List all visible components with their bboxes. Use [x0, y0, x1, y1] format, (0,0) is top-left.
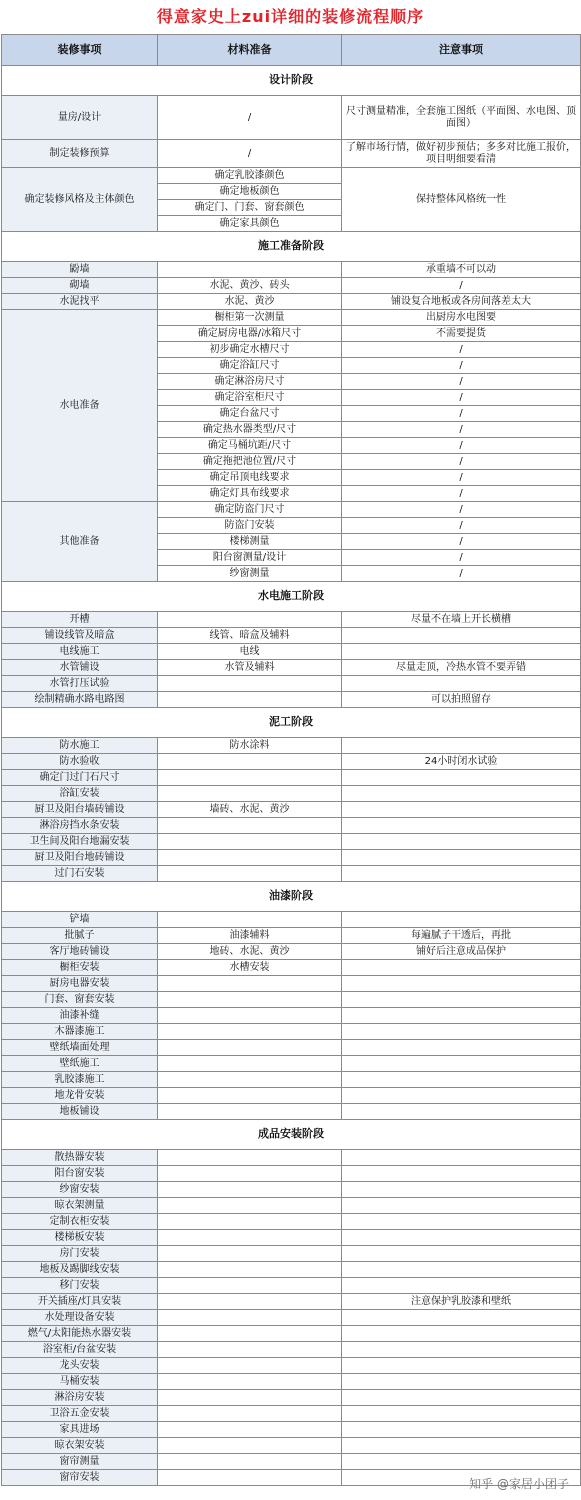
- materials-cell: [158, 866, 342, 882]
- materials-cell: 水泥、黄沙、砖头: [158, 278, 342, 294]
- notes-cell: [342, 738, 581, 754]
- materials-cell: [158, 1406, 342, 1422]
- notes-cell: [342, 770, 581, 786]
- materials-cell: [158, 1422, 342, 1438]
- item-cell: 绘制精确水路电路图: [2, 692, 158, 708]
- materials-cell: [158, 818, 342, 834]
- table-row: [2, 1214, 581, 1230]
- item-cell: 水电准备: [2, 310, 158, 502]
- notes-cell: [342, 834, 581, 850]
- item-cell: 量房/设计: [2, 96, 158, 140]
- item-cell: 厨房电器安装: [2, 976, 158, 992]
- notes-cell: 尽量不在墙上开长横槽: [342, 612, 581, 628]
- notes-cell: /: [342, 438, 581, 454]
- materials-cell: [158, 992, 342, 1008]
- materials-cell: [158, 834, 342, 850]
- notes-cell: [342, 1262, 581, 1278]
- item-cell: 地板铺设: [2, 1104, 158, 1120]
- table-row: [2, 140, 581, 168]
- table-row: [2, 692, 581, 708]
- table-row: [2, 1088, 581, 1104]
- table-row: [2, 262, 581, 278]
- table-row: [2, 928, 581, 944]
- materials-cell: /: [158, 96, 342, 140]
- materials-cell: 橱柜第一次测量: [158, 310, 342, 326]
- section-row: [2, 232, 581, 262]
- notes-cell: /: [342, 502, 581, 518]
- notes-cell: 铺好后注意成品保护: [342, 944, 581, 960]
- materials-cell: [158, 1182, 342, 1198]
- materials-cell: 确定门、门套、窗套颜色: [158, 200, 342, 216]
- notes-cell: 不需要提货: [342, 326, 581, 342]
- materials-cell: 确定厨房电器/冰箱尺寸: [158, 326, 342, 342]
- notes-cell: [342, 866, 581, 882]
- item-cell: 橱柜安装: [2, 960, 158, 976]
- table-row: [2, 1150, 581, 1166]
- materials-cell: 确定浴室柜尺寸: [158, 390, 342, 406]
- header-item: 装修事项: [2, 35, 158, 66]
- item-cell: 龙头安装: [2, 1358, 158, 1374]
- materials-cell: [158, 1294, 342, 1310]
- notes-cell: 尺寸测量精准，全套施工图纸（平面图、水电图、顶面图）: [342, 96, 581, 140]
- notes-cell: /: [342, 422, 581, 438]
- table-row: [2, 976, 581, 992]
- item-cell: 砌墙: [2, 278, 158, 294]
- materials-cell: 确定地板颜色: [158, 184, 342, 200]
- notes-cell: /: [342, 534, 581, 550]
- section-row: [2, 582, 581, 612]
- table-row: [2, 294, 581, 310]
- materials-cell: 确定浴缸尺寸: [158, 358, 342, 374]
- materials-cell: [158, 676, 342, 692]
- materials-cell: [158, 754, 342, 770]
- notes-cell: /: [342, 454, 581, 470]
- materials-cell: 阳台窗测量/设计: [158, 550, 342, 566]
- materials-cell: [158, 1310, 342, 1326]
- item-cell: 油漆补缝: [2, 1008, 158, 1024]
- notes-cell: [342, 1072, 581, 1088]
- table-row: [2, 1246, 581, 1262]
- watermark: 知乎 @家居小团子: [469, 1477, 569, 1491]
- table-row: [2, 644, 581, 660]
- materials-cell: 确定家具颜色: [158, 216, 342, 232]
- materials-cell: [158, 1438, 342, 1454]
- notes-cell: /: [342, 470, 581, 486]
- notes-cell: [342, 1214, 581, 1230]
- notes-cell: [342, 1024, 581, 1040]
- table-row: [2, 992, 581, 1008]
- table-row: [2, 1072, 581, 1088]
- notes-cell: 可以拍照留存: [342, 692, 581, 708]
- notes-cell: [342, 1422, 581, 1438]
- item-cell: 浴缸安装: [2, 786, 158, 802]
- table-row: [2, 1374, 581, 1390]
- materials-cell: [158, 1278, 342, 1294]
- table-row: [2, 738, 581, 754]
- item-cell: 移门安装: [2, 1278, 158, 1294]
- section-title: 油漆阶段: [2, 882, 581, 912]
- section-row: [2, 882, 581, 912]
- notes-cell: [342, 1406, 581, 1422]
- section-title: 施工准备阶段: [2, 232, 581, 262]
- item-cell: 楼梯板安装: [2, 1230, 158, 1246]
- item-cell: 壁纸施工: [2, 1056, 158, 1072]
- table-row: [2, 754, 581, 770]
- notes-cell: [342, 802, 581, 818]
- item-cell: 晾衣架测量: [2, 1198, 158, 1214]
- materials-cell: [158, 1326, 342, 1342]
- notes-cell: [342, 850, 581, 866]
- item-cell: 过门石安装: [2, 866, 158, 882]
- table-body: [2, 66, 581, 1486]
- notes-cell: 铺设复合地板或各房间落差太大: [342, 294, 581, 310]
- materials-cell: 墙砖、水泥、黄沙: [158, 802, 342, 818]
- item-cell: 阳台窗安装: [2, 1166, 158, 1182]
- table-row: [2, 1406, 581, 1422]
- materials-cell: [158, 1454, 342, 1470]
- item-cell: 地板及踢脚线安装: [2, 1262, 158, 1278]
- item-cell: 厨卫及阳台墙砖铺设: [2, 802, 158, 818]
- table-row: [2, 1454, 581, 1470]
- materials-cell: [158, 1150, 342, 1166]
- page-title: 得意家史上zui详细的装修流程顺序: [156, 7, 425, 26]
- item-cell: 确定门过门石尺寸: [2, 770, 158, 786]
- table-row: [2, 1262, 581, 1278]
- notes-cell: [342, 992, 581, 1008]
- renovation-process-table: [1, 34, 581, 1486]
- item-cell: 窗帘安装: [2, 1470, 158, 1486]
- materials-cell: [158, 1246, 342, 1262]
- notes-cell: 注意保护乳胶漆和壁纸: [342, 1294, 581, 1310]
- table-header-row: [2, 35, 581, 66]
- notes-cell: /: [342, 406, 581, 422]
- item-cell: 地龙骨安装: [2, 1088, 158, 1104]
- table-row: [2, 1278, 581, 1294]
- section-title: 泥工阶段: [2, 708, 581, 738]
- table-row: [2, 1040, 581, 1056]
- notes-cell: [342, 1088, 581, 1104]
- notes-cell: 保持整体风格统一性: [342, 168, 581, 232]
- item-cell: 开槽: [2, 612, 158, 628]
- item-cell: 防水验收: [2, 754, 158, 770]
- notes-cell: /: [342, 390, 581, 406]
- item-cell: 铺设线管及暗盒: [2, 628, 158, 644]
- materials-cell: 油漆辅料: [158, 928, 342, 944]
- notes-cell: [342, 1390, 581, 1406]
- table-row: [2, 1294, 581, 1310]
- table-row: [2, 612, 581, 628]
- materials-cell: [158, 1198, 342, 1214]
- notes-cell: [342, 1438, 581, 1454]
- table-row: [2, 1024, 581, 1040]
- table-row: [2, 1104, 581, 1120]
- item-cell: 批腻子: [2, 928, 158, 944]
- notes-cell: [342, 676, 581, 692]
- table-row: [2, 1390, 581, 1406]
- materials-cell: 水泥、黄沙: [158, 294, 342, 310]
- notes-cell: 尽量走顶，冷热水管不要弄错: [342, 660, 581, 676]
- materials-cell: /: [158, 140, 342, 168]
- item-cell: 马桶安装: [2, 1374, 158, 1390]
- materials-cell: [158, 1470, 342, 1486]
- notes-cell: [342, 1278, 581, 1294]
- materials-cell: 线管、暗盒及辅料: [158, 628, 342, 644]
- item-cell: 铲墙: [2, 912, 158, 928]
- materials-cell: [158, 1008, 342, 1024]
- notes-cell: 每遍腻子干透后，再批: [342, 928, 581, 944]
- table-row: [2, 944, 581, 960]
- materials-cell: 电线: [158, 644, 342, 660]
- materials-cell: [158, 1342, 342, 1358]
- item-cell: 其他准备: [2, 502, 158, 582]
- notes-cell: /: [342, 342, 581, 358]
- materials-cell: [158, 1214, 342, 1230]
- table-row: [2, 1008, 581, 1024]
- notes-cell: /: [342, 566, 581, 582]
- materials-cell: [158, 770, 342, 786]
- table-row: [2, 786, 581, 802]
- table-row: [2, 960, 581, 976]
- notes-cell: /: [342, 550, 581, 566]
- materials-cell: [158, 850, 342, 866]
- materials-cell: 防盗门安装: [158, 518, 342, 534]
- notes-cell: [342, 912, 581, 928]
- materials-cell: [158, 1230, 342, 1246]
- materials-cell: [158, 976, 342, 992]
- section-title: 设计阶段: [2, 66, 581, 96]
- notes-cell: [342, 1342, 581, 1358]
- section-title: 水电施工阶段: [2, 582, 581, 612]
- notes-cell: [342, 976, 581, 992]
- materials-cell: 防水涂料: [158, 738, 342, 754]
- notes-cell: [342, 786, 581, 802]
- materials-cell: 楼梯测量: [158, 534, 342, 550]
- table-row: [2, 1166, 581, 1182]
- table-row: [2, 310, 581, 326]
- table-row: [2, 628, 581, 644]
- item-cell: 电线施工: [2, 644, 158, 660]
- materials-cell: [158, 1040, 342, 1056]
- materials-cell: [158, 1056, 342, 1072]
- notes-cell: [342, 644, 581, 660]
- materials-cell: 地砖、水泥、黄沙: [158, 944, 342, 960]
- materials-cell: [158, 612, 342, 628]
- item-cell: 定制衣柜安装: [2, 1214, 158, 1230]
- item-cell: 制定装修预算: [2, 140, 158, 168]
- materials-cell: [158, 1088, 342, 1104]
- table-row: [2, 1182, 581, 1198]
- item-cell: 窗帘测量: [2, 1454, 158, 1470]
- materials-cell: 确定淋浴房尺寸: [158, 374, 342, 390]
- item-cell: 燃气/太阳能热水器安装: [2, 1326, 158, 1342]
- item-cell: 水泥找平: [2, 294, 158, 310]
- materials-cell: 确定热水器类型/尺寸: [158, 422, 342, 438]
- notes-cell: [342, 1310, 581, 1326]
- section-title: 成品安装阶段: [2, 1120, 581, 1150]
- item-cell: 防水施工: [2, 738, 158, 754]
- table-row: [2, 1358, 581, 1374]
- item-cell: 乳胶漆施工: [2, 1072, 158, 1088]
- section-row: [2, 708, 581, 738]
- table-row: [2, 818, 581, 834]
- table-row: [2, 1056, 581, 1072]
- materials-cell: 确定灯具布线要求: [158, 486, 342, 502]
- notes-cell: [342, 1326, 581, 1342]
- materials-cell: 纱窗测量: [158, 566, 342, 582]
- materials-cell: 确定乳胶漆颜色: [158, 168, 342, 184]
- table-row: [2, 834, 581, 850]
- item-cell: 开关插座/灯具安装: [2, 1294, 158, 1310]
- table-row: [2, 866, 581, 882]
- notes-cell: 24小时闭水试验: [342, 754, 581, 770]
- materials-cell: [158, 1166, 342, 1182]
- table-row: [2, 676, 581, 692]
- notes-cell: [342, 818, 581, 834]
- materials-cell: 确定吊顶电线要求: [158, 470, 342, 486]
- materials-cell: [158, 1104, 342, 1120]
- materials-cell: 确定防盗门尺寸: [158, 502, 342, 518]
- notes-cell: [342, 1104, 581, 1120]
- table-row: [2, 1438, 581, 1454]
- item-cell: 浴室柜/台盆安装: [2, 1342, 158, 1358]
- notes-cell: /: [342, 358, 581, 374]
- materials-cell: 确定马桶坑距/尺寸: [158, 438, 342, 454]
- item-cell: 淋浴房挡水条安装: [2, 818, 158, 834]
- notes-cell: [342, 1182, 581, 1198]
- item-cell: 家具进场: [2, 1422, 158, 1438]
- notes-cell: [342, 1246, 581, 1262]
- notes-cell: [342, 1374, 581, 1390]
- materials-cell: [158, 1374, 342, 1390]
- materials-cell: [158, 786, 342, 802]
- section-row: [2, 66, 581, 96]
- notes-cell: [342, 1056, 581, 1072]
- materials-cell: [158, 912, 342, 928]
- table-row: [2, 1342, 581, 1358]
- item-cell: 壁纸墙面处理: [2, 1040, 158, 1056]
- table-row: [2, 850, 581, 866]
- item-cell: 确定装修风格及主体颜色: [2, 168, 158, 232]
- notes-cell: [342, 1230, 581, 1246]
- table-row: [2, 168, 581, 184]
- materials-cell: 初步确定水槽尺寸: [158, 342, 342, 358]
- table-row: [2, 96, 581, 140]
- item-cell: 晾衣架安装: [2, 1438, 158, 1454]
- header-materials: 材料准备: [158, 35, 342, 66]
- table-row: [2, 1422, 581, 1438]
- table-row: [2, 278, 581, 294]
- materials-cell: 水槽安装: [158, 960, 342, 976]
- item-cell: 水处理设备安装: [2, 1310, 158, 1326]
- notes-cell: [342, 960, 581, 976]
- item-cell: 门套、窗套安装: [2, 992, 158, 1008]
- materials-cell: [158, 1072, 342, 1088]
- table-row: [2, 802, 581, 818]
- item-cell: 纱窗安装: [2, 1182, 158, 1198]
- notes-cell: 出厨房水电图要: [342, 310, 581, 326]
- notes-cell: [342, 1150, 581, 1166]
- notes-cell: [342, 1166, 581, 1182]
- notes-cell: [342, 1008, 581, 1024]
- item-cell: 鼢墙: [2, 262, 158, 278]
- notes-cell: [342, 1040, 581, 1056]
- table-row: [2, 912, 581, 928]
- notes-cell: [342, 1358, 581, 1374]
- item-cell: 卫生间及阳台地漏安装: [2, 834, 158, 850]
- notes-cell: [342, 1454, 581, 1470]
- materials-cell: [158, 1390, 342, 1406]
- table-row: [2, 1230, 581, 1246]
- materials-cell: [158, 1358, 342, 1374]
- notes-cell: [342, 628, 581, 644]
- item-cell: 散热器安装: [2, 1150, 158, 1166]
- item-cell: 水管铺设: [2, 660, 158, 676]
- notes-cell: 承重墙不可以动: [342, 262, 581, 278]
- notes-cell: 了解市场行情，做好初步预估；多多对比施工报价，项目明细要看清: [342, 140, 581, 168]
- notes-cell: /: [342, 518, 581, 534]
- table-row: [2, 502, 581, 518]
- item-cell: 木器漆施工: [2, 1024, 158, 1040]
- notes-cell: [342, 1198, 581, 1214]
- notes-cell: /: [342, 486, 581, 502]
- item-cell: 房门安装: [2, 1246, 158, 1262]
- table-row: [2, 1198, 581, 1214]
- section-row: [2, 1120, 581, 1150]
- notes-cell: /: [342, 278, 581, 294]
- table-row: [2, 770, 581, 786]
- materials-cell: [158, 1262, 342, 1278]
- item-cell: 水管打压试验: [2, 676, 158, 692]
- item-cell: 厨卫及阳台地砖铺设: [2, 850, 158, 866]
- materials-cell: [158, 262, 342, 278]
- table-row: [2, 1326, 581, 1342]
- table-row: [2, 1310, 581, 1326]
- materials-cell: 水管及辅料: [158, 660, 342, 676]
- header-notes: 注意事项: [342, 35, 581, 66]
- table-row: [2, 660, 581, 676]
- materials-cell: [158, 1024, 342, 1040]
- item-cell: 卫浴五金安装: [2, 1406, 158, 1422]
- item-cell: 客厅地砖铺设: [2, 944, 158, 960]
- materials-cell: 确定拖把池位置/尺寸: [158, 454, 342, 470]
- item-cell: 淋浴房安装: [2, 1390, 158, 1406]
- materials-cell: 确定台盆尺寸: [158, 406, 342, 422]
- materials-cell: [158, 692, 342, 708]
- notes-cell: /: [342, 374, 581, 390]
